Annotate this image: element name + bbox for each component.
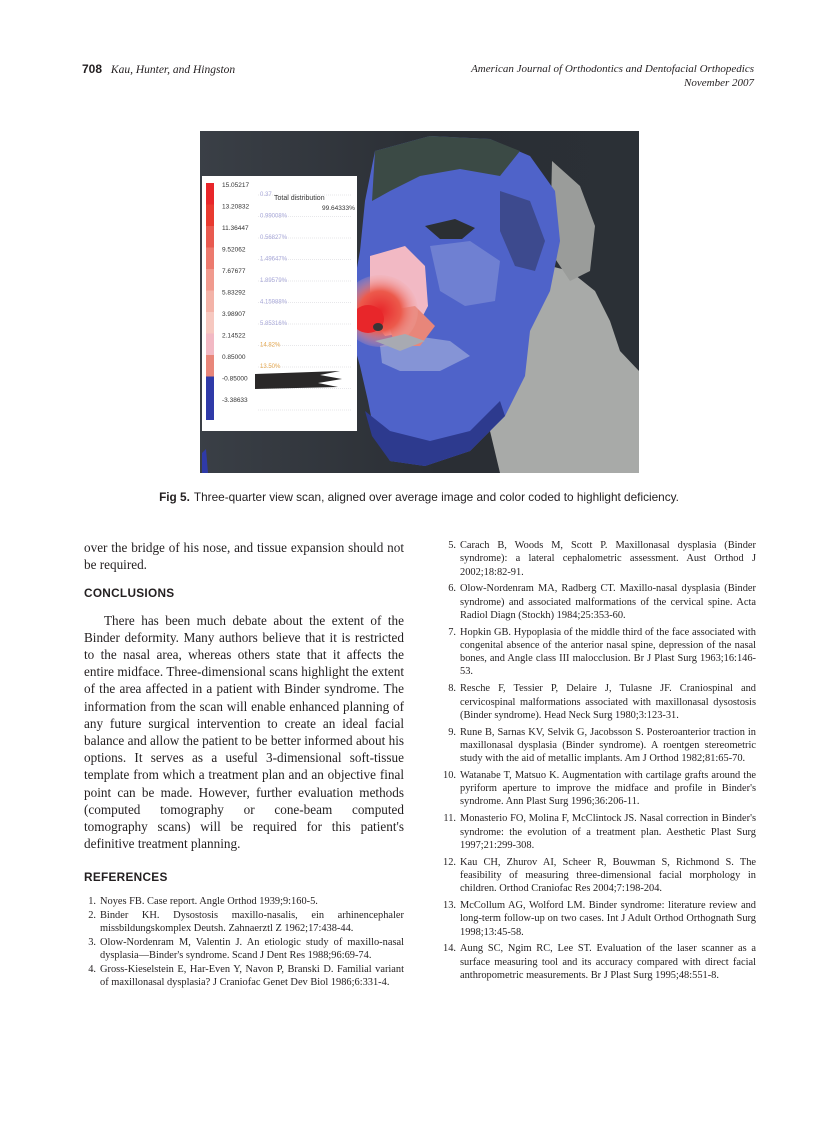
legend-swatch xyxy=(206,312,214,334)
reference-number: 1. xyxy=(88,895,96,907)
reference-number: 7. xyxy=(448,626,456,638)
reference-text: Aung SC, Ngim RC, Lee ST. Evaluation of the laser scanner as a surface measuring tool and its accuracy compared with direct facial anthropometric measurements. Br J Plast Surg 1995;48:551-8. xyxy=(460,943,756,981)
legend-value: 3.98907 xyxy=(222,311,246,318)
legend-percentage: 1.89579% xyxy=(260,278,288,284)
legend-value: 5.83292 xyxy=(222,289,246,297)
legend-swatch xyxy=(206,355,214,377)
legend-swatch xyxy=(206,291,214,313)
reference-number: 11. xyxy=(443,813,456,825)
reference-item xyxy=(437,726,756,766)
legend-percentage: 1.49647% xyxy=(260,256,288,263)
figure-caption xyxy=(82,490,756,504)
reference-number: 14. xyxy=(443,943,456,955)
legend-swatch xyxy=(206,226,214,248)
conclusions-heading: CONCLUSIONS xyxy=(84,586,175,601)
distribution-total: 99.64333% xyxy=(322,205,355,212)
reference-item xyxy=(437,769,756,809)
reference-number: 4. xyxy=(88,963,96,975)
legend-percentage: 4.15988% xyxy=(260,299,288,306)
left-column xyxy=(84,539,404,990)
reference-item xyxy=(437,856,756,896)
nostril xyxy=(373,323,383,331)
legend-swatch xyxy=(206,183,214,205)
legend-value: 0.85000 xyxy=(222,354,246,361)
reference-number: 6. xyxy=(448,583,456,595)
reference-item xyxy=(84,895,404,908)
reference-list-right xyxy=(437,539,756,982)
running-header-right xyxy=(471,62,754,90)
reference-number: 9. xyxy=(448,726,456,738)
legend-percentage: 0.37 xyxy=(260,192,272,198)
reference-text: Rune B, Sarnas KV, Selvik G, Jacobsson S. Posteroanterior traction in maxillonasal dysplasia (Binder syndrome). A roentgen stereometric study with the aid of metallic implants. Am J Orthod 1982;81:65-70. xyxy=(460,726,756,765)
reference-number: 13. xyxy=(443,900,456,911)
right-column xyxy=(437,539,756,986)
reference-text: Monasterio FO, Molina F, McClintock JS. Nasal correction in Binder's syndrome: the evolution of a treatment plan. Aesthetic Plast Surg 1997;21:299-308. xyxy=(460,813,756,851)
reference-number: 2. xyxy=(88,909,96,921)
legend-value: -3.38633 xyxy=(222,397,248,404)
legend-swatch xyxy=(206,269,214,291)
reference-list-left xyxy=(84,895,404,989)
reference-item xyxy=(437,942,756,982)
legend-percentage: 0.56827% xyxy=(260,235,288,241)
references-heading: REFERENCES xyxy=(84,870,168,885)
reference-text: Noyes FB. Case report. Angle Orthod 1939;9:160-5. xyxy=(100,895,318,907)
legend-value: 9.52062 xyxy=(222,246,246,254)
reference-text: Resche F, Tessier P, Delaire J, Tulasne JF. Craniospinal and cervicospinal malformations associated with maxillonasal dysostosis (Binder syndrome). Head Neck Surg 1980;3:123-31. xyxy=(460,683,756,721)
legend-swatch xyxy=(206,248,214,270)
reference-number: 8. xyxy=(448,683,456,695)
page-number: 708 xyxy=(82,62,103,76)
reference-item xyxy=(84,963,404,989)
reference-number: 10. xyxy=(443,769,456,781)
reference-text: Gross-Kieselstein E, Har-Even Y, Navon P, Branski D. Familial variant of maxillonasal dysplasia? J Craniofac Genet Dev Biol 1986;6:331-4. xyxy=(100,963,404,988)
reference-number: 12. xyxy=(443,856,456,868)
reference-text: Kau CH, Zhurov AI, Scheer R, Bouwman S, Richmond S. The feasibility of measuring three-dimensional facial morphology in children. Orthod Craniofac Res 2004;7:198-204. xyxy=(460,856,756,895)
conclusions-paragraph: There has been much debate about the extent of the Binder deformity. Many authors believe that it is restricted to the nasal area, whereas others state that it affects the entire midface. Three-dimensional scans highlight the extent of the area affected in a patient with Binder syndrome. The information from the scan will enable enhanced planning of any future surgical intervention to create an ideal facial balance and allow the patient to be better informed about his options. It serves as a useful 3-dimensional soft-tissue template from which a treatment plan and an objective final point can be made. However, further evaluation methods (computed tomography or cone-beam computed tomography scans) will be required for this patient's definitive treatment planning. xyxy=(84,612,404,852)
reference-item xyxy=(437,582,756,622)
reference-text: McCollum AG, Wolford LM. Binder syndrome: literature review and long-term follow-up on two cases. Int J Adult Orthod Orthognath Surg 1998;13:45-58. xyxy=(460,900,756,938)
legend-swatch xyxy=(206,377,214,399)
reference-number: 5. xyxy=(448,540,456,551)
legend-value: -0.85000 xyxy=(222,375,248,383)
legend-value: 7.67677 xyxy=(222,268,246,275)
legend-color-strip xyxy=(206,183,214,420)
reference-item xyxy=(437,626,756,679)
reference-text: Carach B, Woods M, Scott P. Maxillonasal dysplasia (Binder syndrome): a lateral cephalometric assessment. Aust Orthod J 2002;18:82-91. xyxy=(460,540,756,578)
running-authors: Kau, Hunter, and Hingston xyxy=(110,64,236,76)
face-scan-image xyxy=(200,131,639,473)
legend-percentage: 5.85316% xyxy=(260,321,288,327)
legend-swatch xyxy=(206,398,214,420)
reference-item xyxy=(437,682,756,722)
figure-label: Fig 5. xyxy=(159,490,190,504)
journal-name: American Journal of Orthodontics and Dentofacial Orthopedics xyxy=(471,63,754,75)
legend-percentage: 0.99008% xyxy=(260,213,288,220)
legend-percentage: 13.50% xyxy=(260,364,281,370)
reference-item xyxy=(437,539,756,579)
legend-swatch xyxy=(206,334,214,356)
reference-text: Binder KH. Dysostosis maxillo-nasalis, ein arhinencephaler missbildungskomplex Deutsh. Zahnaerztl Z 1962;17:438-44. xyxy=(100,909,404,934)
reference-number: 3. xyxy=(88,936,96,948)
reference-item xyxy=(84,909,404,935)
reference-text: Watanabe T, Matsuo K. Augmentation with cartilage grafts around the pyriform aperture to improve the midface and profile in Binder's syndrome. Ann Plast Surg 1996;36:206-11. xyxy=(460,769,756,808)
issue-date: November 2007 xyxy=(684,77,754,89)
legend-swatch xyxy=(206,205,214,227)
legend-value: 15.05217 xyxy=(222,182,250,189)
legend-percentage: 14.82% xyxy=(260,342,281,349)
legend-value: 2.14522 xyxy=(222,332,246,340)
reference-text: Hopkin GB. Hypoplasia of the middle third of the face associated with congenital absence of the anterior nasal spine, depression of the nasal bones, and Angle class III malocclusion. Br J Plast Surg 1963;16:146-53. xyxy=(460,626,756,678)
figure-5-scan xyxy=(200,131,639,473)
distribution-title: Total distribution xyxy=(274,195,325,202)
reference-item xyxy=(437,899,756,939)
legend-value: 11.36447 xyxy=(222,225,249,232)
reference-text: Olow-Nordenram M, Valentin J. An etiologic study of maxillo-nasal dysplasia—Binder's syndrome. Scand J Dent Res 1988;96:69-74. xyxy=(100,936,404,961)
continued-paragraph: over the bridge of his nose, and tissue expansion should not be required. xyxy=(84,540,404,573)
reference-item xyxy=(437,812,756,852)
reference-item xyxy=(84,936,404,962)
reference-text: Olow-Nordenram MA, Radberg CT. Maxillo-nasal dysplasia (Binder syndrome) and associated malformations of the cervical spine. Acta Radiol Diagn (Stockh) 1984;25:353-60. xyxy=(460,583,756,621)
running-header-left xyxy=(82,62,235,76)
legend-value: 13.20832 xyxy=(222,203,250,211)
caption-text: Three-quarter view scan, aligned over average image and color coded to highlight deficiency. xyxy=(193,490,679,504)
